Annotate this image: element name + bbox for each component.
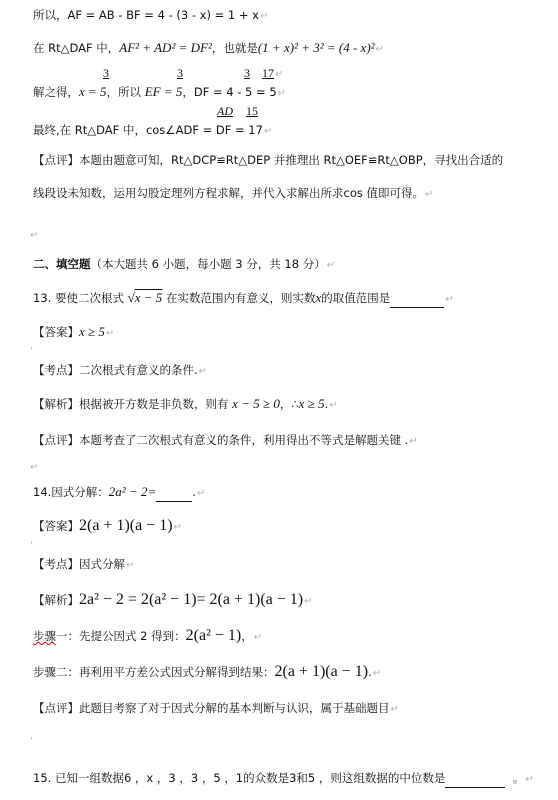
comment-line-2: 线段设未知数，运用勾股定理列方程求解，并代入求解出所求cos 值即可得。↵	[33, 186, 434, 200]
paragraph-mark: ↵	[409, 436, 418, 447]
answer-blank[interactable]	[156, 489, 192, 502]
paragraph-mark: ↵	[263, 126, 273, 137]
fraction-numerator: 17↵	[262, 66, 284, 80]
q14-jiexi: 【解析】2a² − 2 = 2(a² − 1)= 2(a + 1)(a − 1)↵	[33, 591, 313, 608]
section-title: 二、填空题	[33, 257, 91, 271]
paragraph-mark: ↵	[198, 366, 208, 377]
question-13-stem: 13. 要使二次根式 √x − 5 在实数范围内有意义，则实数x的取值范围是 ↵	[33, 290, 454, 308]
paragraph-mark: ↵	[126, 560, 135, 571]
fraction-numerator: 3	[177, 66, 183, 80]
paragraph-mark: ↵	[445, 294, 454, 305]
paragraph-mark: ↵	[259, 11, 269, 22]
blank-line-mark: ↵	[30, 230, 39, 241]
paragraph-mark: ↵	[329, 400, 338, 411]
comment-line-1: 【点评】本题由题意可知，Rt△DCP≌Rt△DEP 并推理出 Rt△OEF≌Rt△OBP，寻找出合适的	[33, 153, 504, 167]
section-note: （本大题共 6 小题，每小题 3 分，共 18 分）	[90, 257, 326, 271]
paragraph-mark: ↵	[304, 596, 313, 607]
q13-answer: 【答案】x ≥ 5↵	[33, 324, 115, 339]
paragraph-mark: ↵	[525, 774, 534, 785]
fraction-numerator: AD	[217, 104, 233, 118]
paragraph-mark: ↵	[372, 668, 382, 679]
paragraph-mark: ↵	[105, 328, 115, 339]
q14-step-2: 步骤二：再利用平方差公式因式分解得到结果：2(a + 1)(a − 1).↵	[33, 663, 382, 680]
question-15-stem: 15. 已知一组数据6 ，x ，3 ，3 ，5 ，1的众数是3和5 ，则这组数据的中位数是 。↵	[33, 770, 534, 788]
paragraph-mark: ↵	[173, 522, 182, 533]
fraction-numerator: 15	[246, 104, 258, 118]
q13-jiexi: 【解析】根据被开方数是非负数，则有 x − 5 ≥ 0，∴x ≥ 5.↵	[33, 396, 338, 411]
blank-line-mark: '	[30, 540, 33, 551]
paragraph-mark: ↵	[390, 704, 399, 715]
answer-blank[interactable]	[390, 295, 444, 308]
solution-line-1: 所以，AF = AB - BF = 4 - (3 - x) = 1 + x↵	[33, 8, 269, 22]
q14-dianping: 【点评】此题目考察了对于因式分解的基本判断与认识，属于基础题目↵	[33, 701, 399, 715]
paragraph-mark: ↵	[326, 260, 336, 271]
q14-kaodian: 【考点】因式分解↵	[33, 557, 135, 571]
q13-dianping: 【点评】本题考查了二次根式有意义的条件，利用得出不等式是解题关键 .↵	[33, 433, 418, 447]
blank-line-mark: ↵	[30, 462, 39, 473]
solution-line-3: 解之得，x = 5，所以 EF = 5，DF = 4 - 5 = 5↵	[33, 84, 287, 99]
q13-kaodian: 【考点】二次根式有意义的条件.↵	[33, 363, 208, 377]
paragraph-mark: ↵	[375, 44, 384, 55]
question-14-stem: 14.因式分解：2a² − 2= .↵	[33, 484, 205, 502]
fraction-numerator: 3	[244, 66, 250, 80]
paragraph-mark: ↵	[425, 189, 434, 200]
answer-blank[interactable]	[445, 775, 505, 788]
paragraph-mark: ↵	[253, 632, 263, 643]
section-heading	[33, 256, 335, 274]
blank-line-mark: '	[30, 736, 33, 747]
q14-answer: 【答案】2(a + 1)(a − 1)↵	[33, 517, 182, 534]
blank-line-mark: '	[30, 346, 33, 357]
q14-step-1: 步骤一：先提公因式 2 得到：2(a² − 1)，↵	[33, 627, 263, 644]
paragraph-mark: ↵	[277, 88, 287, 99]
solution-line-2: 在 Rt△DAF 中，AF² + AD² = DF²，也就是(1 + x)² + 3² = (4 - x)²↵	[33, 40, 384, 55]
paragraph-mark: ↵	[196, 488, 206, 499]
solution-line-4: 最终,在 Rt△DAF 中，cos∠ADF = DF = 17↵	[33, 123, 273, 137]
fraction-numerator: 3	[103, 66, 109, 80]
